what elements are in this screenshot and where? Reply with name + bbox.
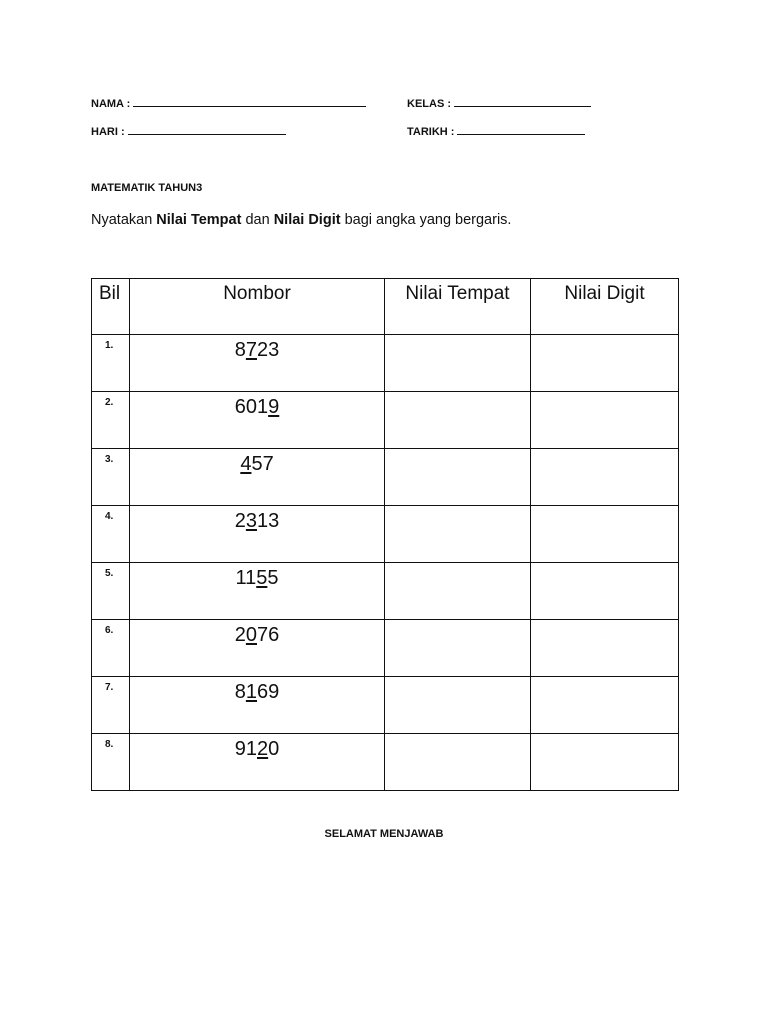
row-number: 5. xyxy=(92,563,130,620)
digit: 5 xyxy=(251,453,263,475)
underlined-digit: 9 xyxy=(268,396,280,418)
nilai-tempat-answer-cell[interactable] xyxy=(385,563,531,620)
digit: 2 xyxy=(257,339,269,361)
nilai-digit-answer-cell[interactable] xyxy=(531,734,679,791)
row-number: 1. xyxy=(92,335,130,392)
digit: 7 xyxy=(257,624,269,646)
header-nombor: Nombor xyxy=(130,279,385,335)
digit: 6 xyxy=(257,681,269,703)
digit: 1 xyxy=(245,738,257,760)
underlined-digit: 1 xyxy=(245,681,257,703)
number-cell xyxy=(130,506,385,563)
nilai-tempat-answer-cell[interactable] xyxy=(385,677,531,734)
digit: 1 xyxy=(245,567,257,589)
tarikh-blank-line[interactable] xyxy=(457,124,585,135)
nilai-tempat-answer-cell[interactable] xyxy=(385,734,531,791)
table-row xyxy=(92,506,679,563)
table-row xyxy=(92,392,679,449)
row-number: 6. xyxy=(92,620,130,677)
digit: 0 xyxy=(268,738,280,760)
tarikh-field[interactable] xyxy=(407,124,585,138)
digit: 9 xyxy=(268,681,280,703)
digit: 8 xyxy=(234,681,246,703)
underlined-digit: 0 xyxy=(245,624,257,646)
table-row xyxy=(92,449,679,506)
digit: 0 xyxy=(245,396,257,418)
underlined-digit: 7 xyxy=(245,339,257,361)
nilai-tempat-answer-cell[interactable] xyxy=(385,506,531,563)
digit: 1 xyxy=(235,567,246,589)
header-nilai-tempat: Nilai Tempat xyxy=(385,279,531,335)
instruction-part1: Nyatakan xyxy=(91,212,157,228)
underlined-digit: 3 xyxy=(245,510,257,532)
kelas-field[interactable] xyxy=(407,96,591,110)
number-cell xyxy=(130,335,385,392)
digit: 8 xyxy=(234,339,246,361)
table-body xyxy=(92,335,679,791)
underlined-digit: 2 xyxy=(257,738,269,760)
instruction-bold2: Nilai Digit xyxy=(273,212,341,228)
hari-field[interactable] xyxy=(91,124,286,138)
nilai-tempat-answer-cell[interactable] xyxy=(385,392,531,449)
nilai-digit-answer-cell[interactable] xyxy=(531,563,679,620)
nilai-tempat-answer-cell[interactable] xyxy=(385,449,531,506)
number-cell xyxy=(130,620,385,677)
nilai-digit-answer-cell[interactable] xyxy=(531,335,679,392)
digit: 6 xyxy=(234,396,246,418)
nilai-digit-answer-cell[interactable] xyxy=(531,506,679,563)
tarikh-label: TARIKH : xyxy=(407,126,455,138)
instruction-part3: bagi angka yang bergaris. xyxy=(340,212,512,228)
digit: 7 xyxy=(262,453,274,475)
digit: 1 xyxy=(257,396,269,418)
row-number: 4. xyxy=(92,506,130,563)
underlined-digit: 5 xyxy=(256,567,268,589)
table-row xyxy=(92,677,679,734)
nilai-digit-answer-cell[interactable] xyxy=(531,449,679,506)
row-number: 7. xyxy=(92,677,130,734)
header-nilai-digit: Nilai Digit xyxy=(531,279,679,335)
digit: 3 xyxy=(268,339,280,361)
subject-title: MATEMATIK TAHUN3 xyxy=(91,182,203,194)
digit: 2 xyxy=(234,624,246,646)
row-number: 3. xyxy=(92,449,130,506)
hari-label: HARI : xyxy=(91,126,125,138)
nilai-tempat-answer-cell[interactable] xyxy=(385,335,531,392)
table-row xyxy=(92,563,679,620)
underlined-digit: 4 xyxy=(240,453,252,475)
footer-text: SELAMAT MENJAWAB xyxy=(324,828,444,840)
number-cell xyxy=(130,449,385,506)
nama-label: NAMA : xyxy=(91,98,131,110)
digit: 9 xyxy=(234,738,246,760)
worksheet-table xyxy=(91,278,679,791)
kelas-blank-line[interactable] xyxy=(454,96,591,107)
nilai-tempat-answer-cell[interactable] xyxy=(385,620,531,677)
digit: 6 xyxy=(268,624,280,646)
table-header-row xyxy=(92,279,679,335)
row-number: 8. xyxy=(92,734,130,791)
instruction-text xyxy=(91,212,511,228)
table-row xyxy=(92,734,679,791)
number-cell xyxy=(130,734,385,791)
hari-blank-line[interactable] xyxy=(128,124,286,135)
number-cell xyxy=(130,677,385,734)
number-cell xyxy=(130,392,385,449)
nilai-digit-answer-cell[interactable] xyxy=(531,392,679,449)
nama-blank-line[interactable] xyxy=(133,96,366,107)
digit: 1 xyxy=(257,510,269,532)
digit: 2 xyxy=(234,510,246,532)
nilai-digit-answer-cell[interactable] xyxy=(531,677,679,734)
nama-field[interactable] xyxy=(91,96,366,110)
instruction-bold1: Nilai Tempat xyxy=(156,212,242,228)
digit: 3 xyxy=(268,510,280,532)
header-bil: Bil xyxy=(92,279,130,335)
table-row xyxy=(92,335,679,392)
digit: 5 xyxy=(267,567,279,589)
row-number: 2. xyxy=(92,392,130,449)
nilai-digit-answer-cell[interactable] xyxy=(531,620,679,677)
instruction-part2: dan xyxy=(241,212,274,228)
kelas-label: KELAS : xyxy=(407,98,451,110)
number-cell xyxy=(130,563,385,620)
table-row xyxy=(92,620,679,677)
